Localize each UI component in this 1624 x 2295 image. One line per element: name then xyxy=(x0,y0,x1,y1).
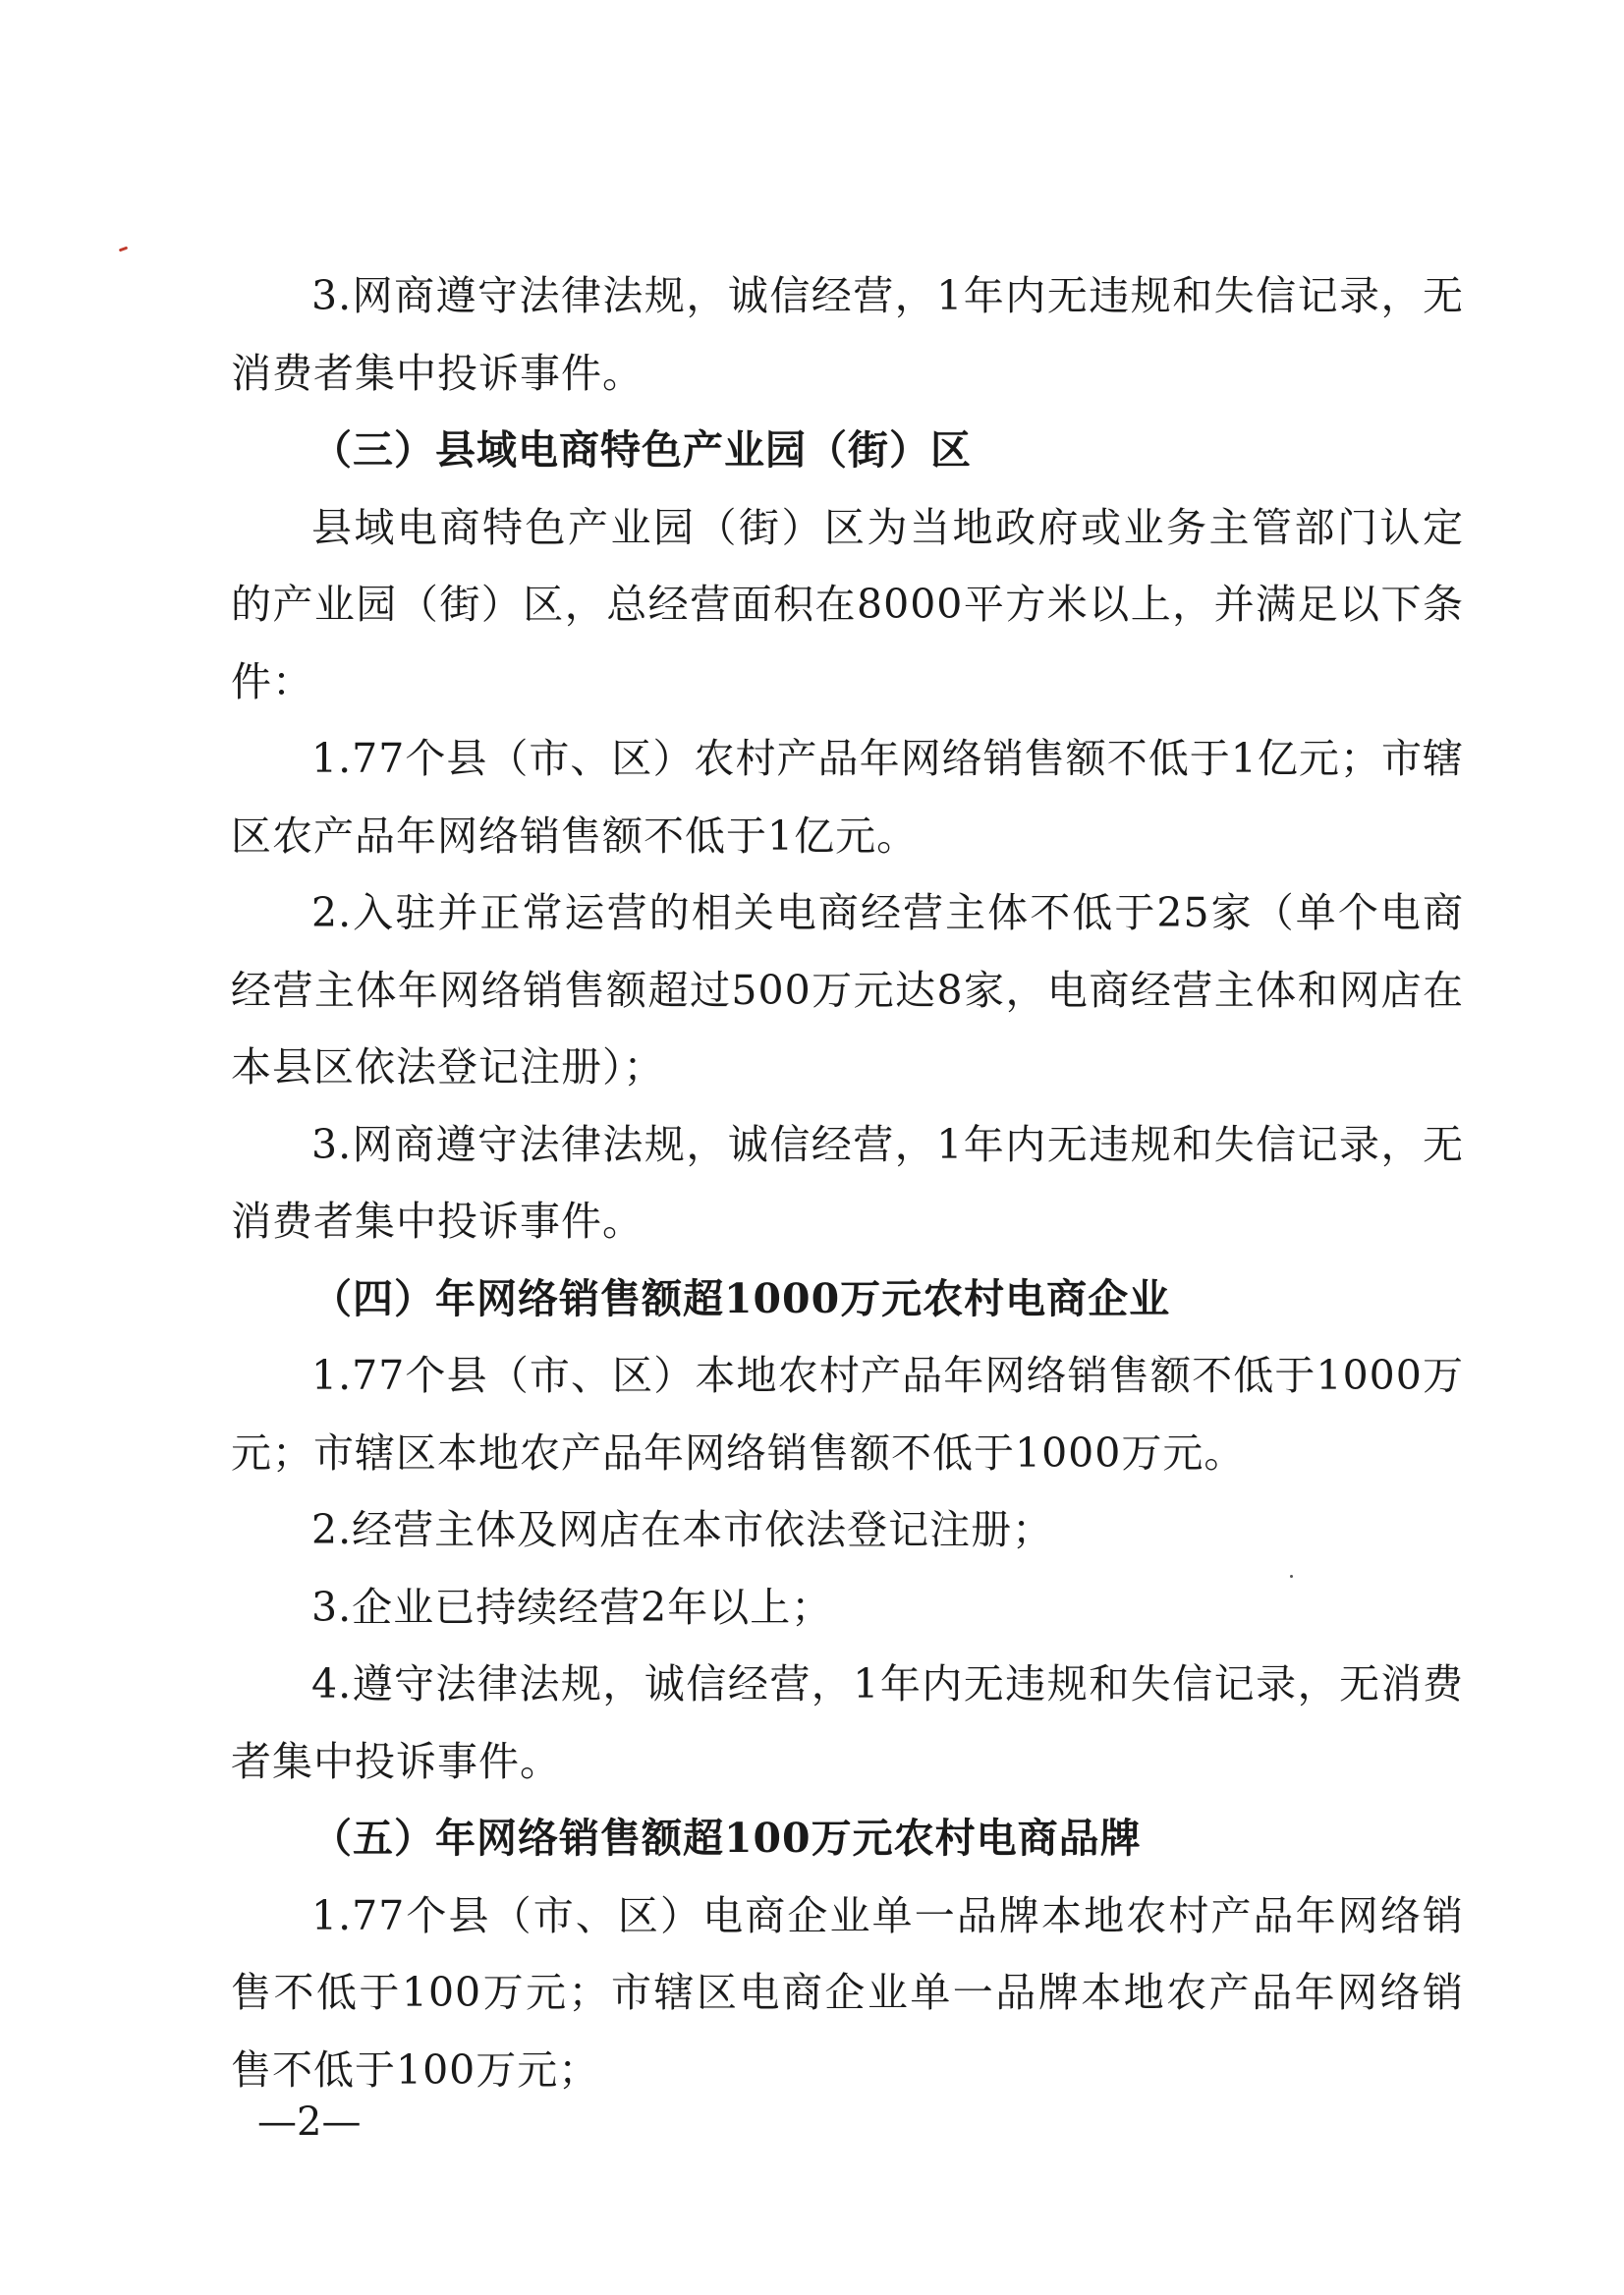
paragraph: 4.遵守法律法规，诚信经营，1年内无违规和失信记录，无消费者集中投诉事件。 xyxy=(231,1660,1464,1785)
document-body xyxy=(231,257,1464,2108)
section-heading-5: （五）年网络销售额超100万元农村电商品牌 xyxy=(311,1815,1142,1862)
paragraph: 1.77个县（市、区）农村产品年网络销售额不低于1亿元；市辖区农产品年网络销售额不低于1亿元。 xyxy=(231,735,1464,860)
section-heading-3: （三）县域电商特色产业园（街）区 xyxy=(311,426,972,474)
scan-mark xyxy=(119,247,128,252)
paragraph: 县域电商特色产业园（街）区为当地政府或业务主管部门认定的产业园（街）区，总经营面积在8000平方米以上，并满足以下条件： xyxy=(231,503,1464,705)
paragraph: 2.经营主体及网店在本市依法登记注册； xyxy=(311,1506,1054,1553)
section-heading-4: （四）年网络销售额超1000万元农村电商企业 xyxy=(311,1274,1171,1322)
paragraph: 3.网商遵守法律法规，诚信经营，1年内无违规和失信记录，无消费者集中投诉事件。 xyxy=(231,1120,1464,1245)
paragraph: 3.企业已持续经营2年以上； xyxy=(311,1583,833,1631)
paragraph: 1.77个县（市、区）电商企业单一品牌本地农村产品年网络销售不低于100万元；市辖区电商企业单一品牌本地农产品年网络销售不低于100万元； xyxy=(231,1891,1464,2094)
paragraph: 3.网商遵守法律法规，诚信经营，1年内无违规和失信记录，无消费者集中投诉事件。 xyxy=(231,272,1464,397)
page-number: —2— xyxy=(257,2099,362,2145)
paragraph: 2.入驻并正常运营的相关电商经营主体不低于25家（单个电商经营主体年网络销售额超过500万元达8家，电商经营主体和网店在本县区依法登记注册）； xyxy=(231,889,1464,1091)
paragraph: 1.77个县（市、区）本地农村产品年网络销售额不低于1000万元；市辖区本地农产品年网络销售额不低于1000万元。 xyxy=(231,1352,1464,1477)
